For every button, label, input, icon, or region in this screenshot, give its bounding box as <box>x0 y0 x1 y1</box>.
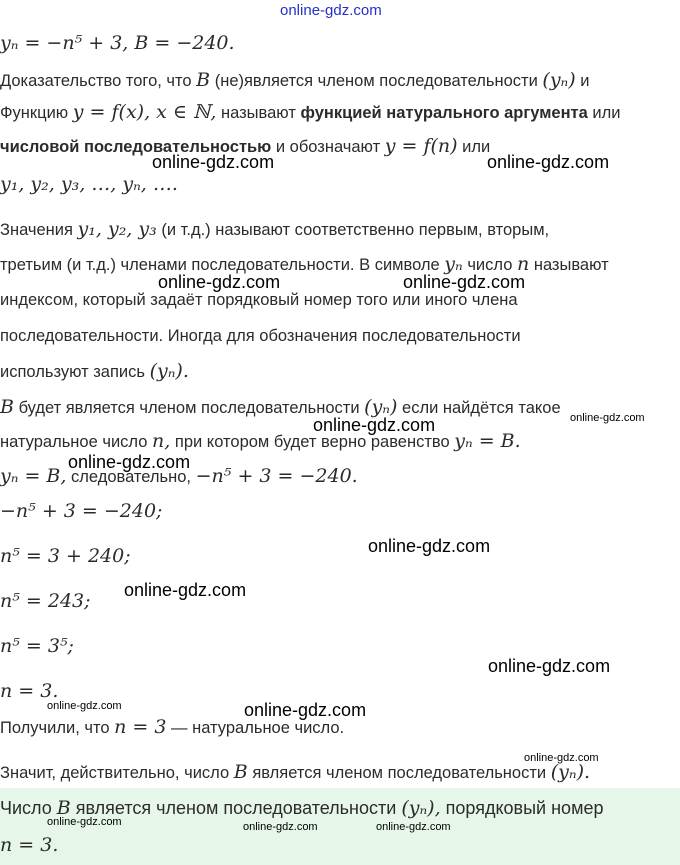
prove-line <box>0 69 589 92</box>
watermark: online-gdz.com <box>243 821 318 833</box>
values-line-1 <box>0 218 549 241</box>
function-definition-line <box>0 101 620 124</box>
watermark-top: online-gdz.com <box>280 2 382 19</box>
values-line-5 <box>0 360 189 383</box>
math-b: B <box>233 761 248 783</box>
text: число <box>467 256 513 274</box>
watermark: online-gdz.com <box>487 152 610 172</box>
text: если найдётся такое <box>402 399 561 417</box>
math-equality: yₙ = B, <box>0 465 67 487</box>
watermark: online-gdz.com <box>376 821 451 833</box>
math-equation: −n⁵ + 3 = −240. <box>195 465 358 487</box>
watermark: online-gdz.com <box>570 412 645 424</box>
math-equation: −n⁵ + 3 = −240; <box>0 500 163 522</box>
math-seq: (yₙ) <box>542 69 576 91</box>
math-yn: yₙ <box>444 253 463 275</box>
watermark: online-gdz.com <box>158 272 281 292</box>
text: — натуральное число. <box>171 719 345 737</box>
text: следовательно, <box>71 468 192 486</box>
text: (и т.д.) называют соответственно первым, вторым, <box>161 221 550 239</box>
text: при котором будет верно равенство <box>174 433 450 451</box>
watermark: online-gdz.com <box>524 752 599 764</box>
text: Функцию <box>0 104 69 122</box>
math-members: y₁, y₂, y₃ <box>77 218 157 240</box>
math-equation: n⁵ = 3 + 240; <box>0 545 131 567</box>
math-equation: n = 3. <box>0 680 59 702</box>
math-n: n, <box>152 430 171 452</box>
math-b: B <box>56 797 71 819</box>
text: будет является членом последовательности <box>18 399 360 417</box>
solution-step-4 <box>0 590 91 613</box>
watermark: online-gdz.com <box>47 816 122 828</box>
values-line-3: индексом, который задаёт порядковый номер того или иного члена <box>0 291 518 309</box>
text: Доказательство того, что <box>0 72 192 90</box>
text: используют запись <box>0 363 145 381</box>
math-members: y₁, y₂, y₃, …, yₙ, …. <box>0 173 178 195</box>
text: Получили, что <box>0 719 110 737</box>
solution-step-2 <box>0 500 162 523</box>
answer-line-2 <box>0 834 58 857</box>
term-number-sequence: числовой последовательностью <box>0 138 272 156</box>
condition-line-2 <box>0 430 521 453</box>
math-b: B <box>0 396 14 418</box>
text: и обозначают <box>275 138 381 156</box>
text: является членом последовательности <box>75 798 397 818</box>
members-line <box>0 173 178 196</box>
text: третьим (и т.д.) членами последовательности. В символе <box>0 256 440 274</box>
math-function: y = f(x), x ∈ ℕ, <box>72 101 217 123</box>
math-equation: n⁵ = 3⁵; <box>0 635 74 657</box>
text: Число <box>0 798 52 818</box>
watermark: online-gdz.com <box>244 700 367 720</box>
values-line-4: последовательности. Иногда для обозначения последовательности <box>0 327 521 345</box>
text: и <box>580 72 590 90</box>
math-n: n <box>516 253 530 275</box>
watermark: online-gdz.com <box>488 656 611 676</box>
conclusion-means-line <box>0 761 590 784</box>
math-equation: n⁵ = 243; <box>0 590 91 612</box>
text: Значит, действительно, число <box>0 764 230 782</box>
text: или <box>592 104 621 122</box>
text: является членом последовательности <box>252 764 547 782</box>
watermark: online-gdz.com <box>68 452 191 472</box>
math-seq: (yₙ). <box>149 360 189 382</box>
watermark: online-gdz.com <box>124 580 247 600</box>
solution-step-3 <box>0 545 131 568</box>
math-seq: (yₙ). <box>550 761 591 783</box>
math-n: n = 3. <box>0 834 59 856</box>
condition-line-1 <box>0 396 561 419</box>
math-seq: (yₙ) <box>364 396 398 418</box>
watermark: online-gdz.com <box>152 152 275 172</box>
text: (не)является членом последовательности <box>214 72 538 90</box>
math-equality: yₙ = B. <box>454 430 521 452</box>
text: порядковый номер <box>445 798 604 818</box>
watermark: online-gdz.com <box>47 700 122 712</box>
solution-step-5 <box>0 635 74 658</box>
text: называют <box>221 104 296 122</box>
text: называют <box>533 256 609 274</box>
text: натуральное число <box>0 433 148 451</box>
math-sequence: y = f(n) <box>384 135 458 157</box>
watermark: online-gdz.com <box>313 415 436 435</box>
given-line <box>0 32 235 55</box>
watermark: online-gdz.com <box>403 272 526 292</box>
term-natural-argument-function: функцией натурального аргумента <box>300 104 588 122</box>
given-formula: yₙ = −n⁵ + 3, B = −240. <box>0 32 235 54</box>
math-seq: (yₙ), <box>401 797 441 819</box>
watermark: online-gdz.com <box>368 536 491 556</box>
text: или <box>462 138 491 156</box>
text: Значения <box>0 221 73 239</box>
math-b: B <box>196 69 211 91</box>
math-n: n = 3 <box>114 716 167 738</box>
